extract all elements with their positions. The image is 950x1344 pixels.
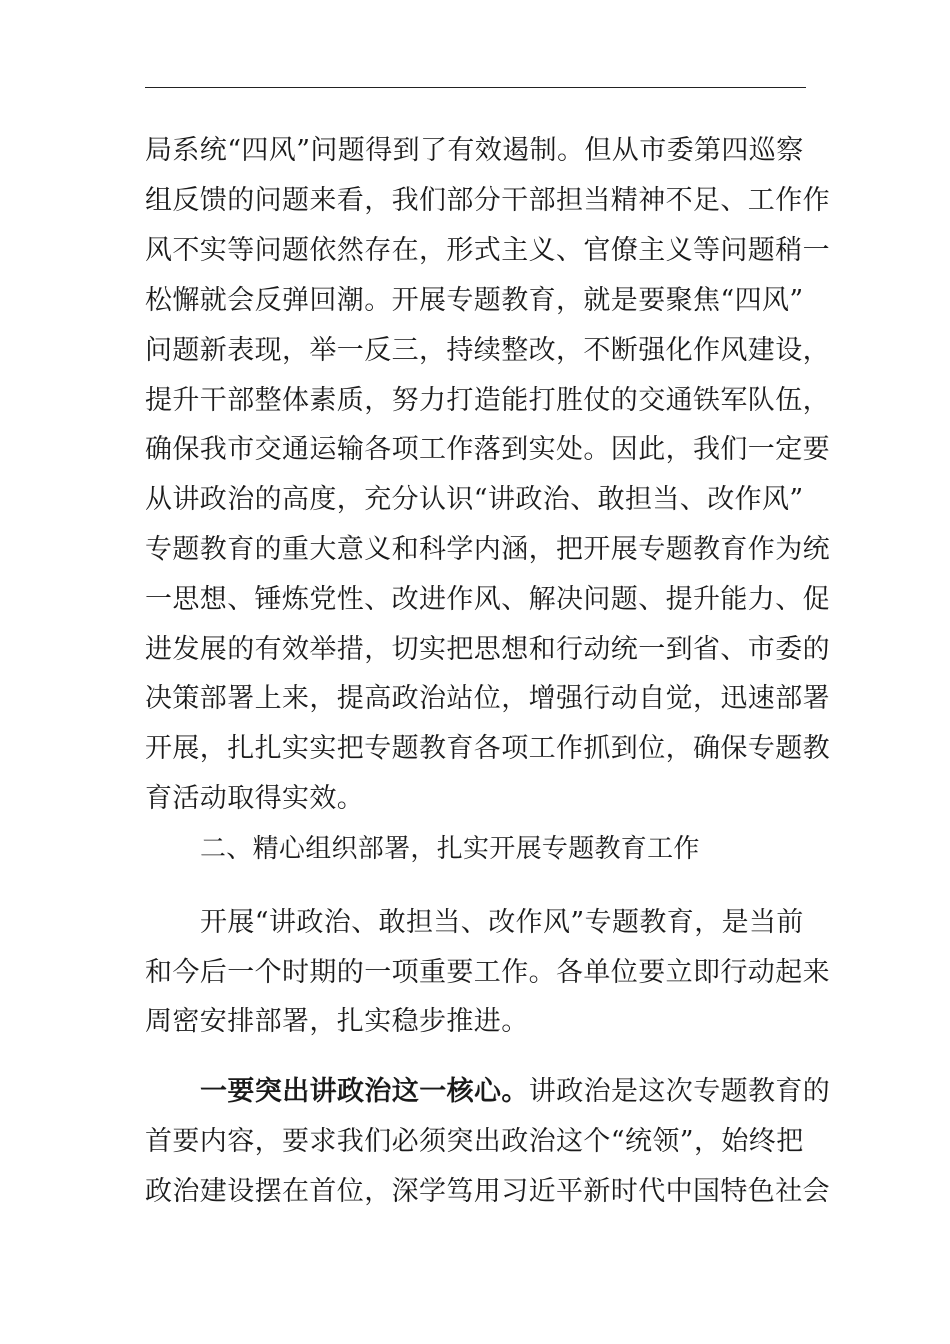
text-line: 专题教育的重大意义和科学内涵，把开展专题教育作为统 [145,534,830,565]
text-line: 局系统“四风”问题得到了有效遏制。但从市委第四巡察 [145,135,804,166]
text-line [200,1072,830,1112]
text-line: 开展，扎扎实实把专题教育各项工作抓到位，确保专题教 [145,733,830,764]
section-heading: 二、精心组织部署，扎实开展专题教育工作 [200,834,700,864]
text-line: 育活动取得实效。 [145,783,365,814]
text-line: 问题新表现，举一反三，持续整改，不断强化作风建设， [145,335,830,366]
text-line: 和今后一个时期的一项重要工作。各单位要立即行动起来 [145,957,830,988]
text-line: 决策部署上来，提高政治站位，增强行动自觉，迅速部署 [145,683,830,714]
header-rule [145,87,806,88]
text-line: 开展“讲政治、敢担当、改作风”专题教育，是当前 [200,907,804,938]
text-line: 确保我市交通运输各项工作落到实处。因此，我们一定要 [145,434,830,465]
text-span: 讲政治是这次专题教育的 [528,1076,831,1107]
text-line: 周密安排部署，扎实稳步推进。 [145,1006,529,1037]
text-line: 组反馈的问题来看，我们部分干部担当精神不足、工作作 [145,185,830,216]
text-line: 松懈就会反弹回潮。开展专题教育，就是要聚焦“四风” [145,285,804,316]
text-line: 提升干部整体素质，努力打造能打胜仗的交通铁军队伍， [145,385,830,416]
text-line: 首要内容，要求我们必须突出政治这个“统领”，始终把 [145,1126,804,1157]
bold-lead: 一要突出讲政治这一核心。 [200,1076,529,1107]
text-line: 风不实等问题依然存在，形式主义、官僚主义等问题稍一 [145,235,830,266]
text-line: 一思想、锤炼党性、改进作风、解决问题、提升能力、促 [145,584,830,615]
text-line: 从讲政治的高度，充分认识“讲政治、敢担当、改作风” [145,484,804,515]
text-line: 政治建设摆在首位，深学笃用习近平新时代中国特色社会 [145,1176,830,1207]
text-line: 进发展的有效举措，切实把思想和行动统一到省、市委的 [145,634,830,665]
